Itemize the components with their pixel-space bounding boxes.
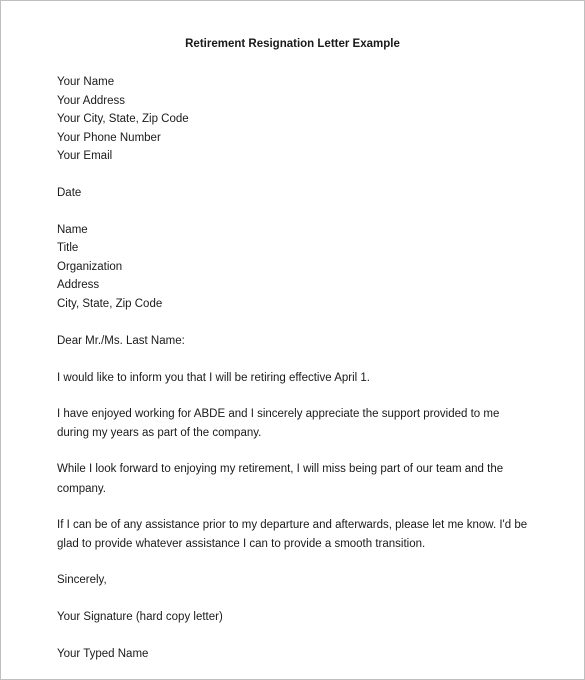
recipient-organization: Organization [57, 260, 123, 273]
letter-title: Retirement Resignation Letter Example [185, 38, 400, 50]
sender-name: Your Name [57, 76, 115, 88]
sender-block [57, 73, 537, 166]
signature: Your Signature (hard copy letter) [57, 610, 223, 623]
typed-name: Your Typed Name [57, 647, 149, 660]
letter-date: Date [57, 186, 82, 199]
recipient-address: Address [57, 279, 100, 292]
sender-email: Your Email [57, 150, 113, 162]
recipient-name: Name [57, 223, 88, 236]
letter-body [57, 73, 537, 663]
closing: Sincerely, [57, 574, 107, 587]
paragraph: I have enjoyed working for ABDE and I sincerely appreciate the support provided to me during my years as part of the company. [57, 407, 500, 440]
paragraph: I would like to inform you that I will be retiring effective April 1. [57, 371, 370, 384]
sender-address: Your Address [57, 94, 125, 107]
paragraph: While I look forward to enjoying my retirement, I will miss being part of our team and the company. [57, 463, 504, 495]
sender-phone: Your Phone Number [57, 131, 161, 144]
recipient-block [57, 221, 537, 314]
salutation: Dear Mr./Ms. Last Name: [57, 334, 185, 347]
recipient-city-state-zip: City, State, Zip Code [57, 297, 163, 310]
sender-city-state-zip: Your City, State, Zip Code [57, 113, 189, 125]
paragraph: If I can be of any assistance prior to my departure and afterwards, please let me know. I'd be glad to provide whatever assistance I can to provide a smooth transition. [57, 518, 528, 551]
recipient-title: Title [57, 242, 79, 255]
